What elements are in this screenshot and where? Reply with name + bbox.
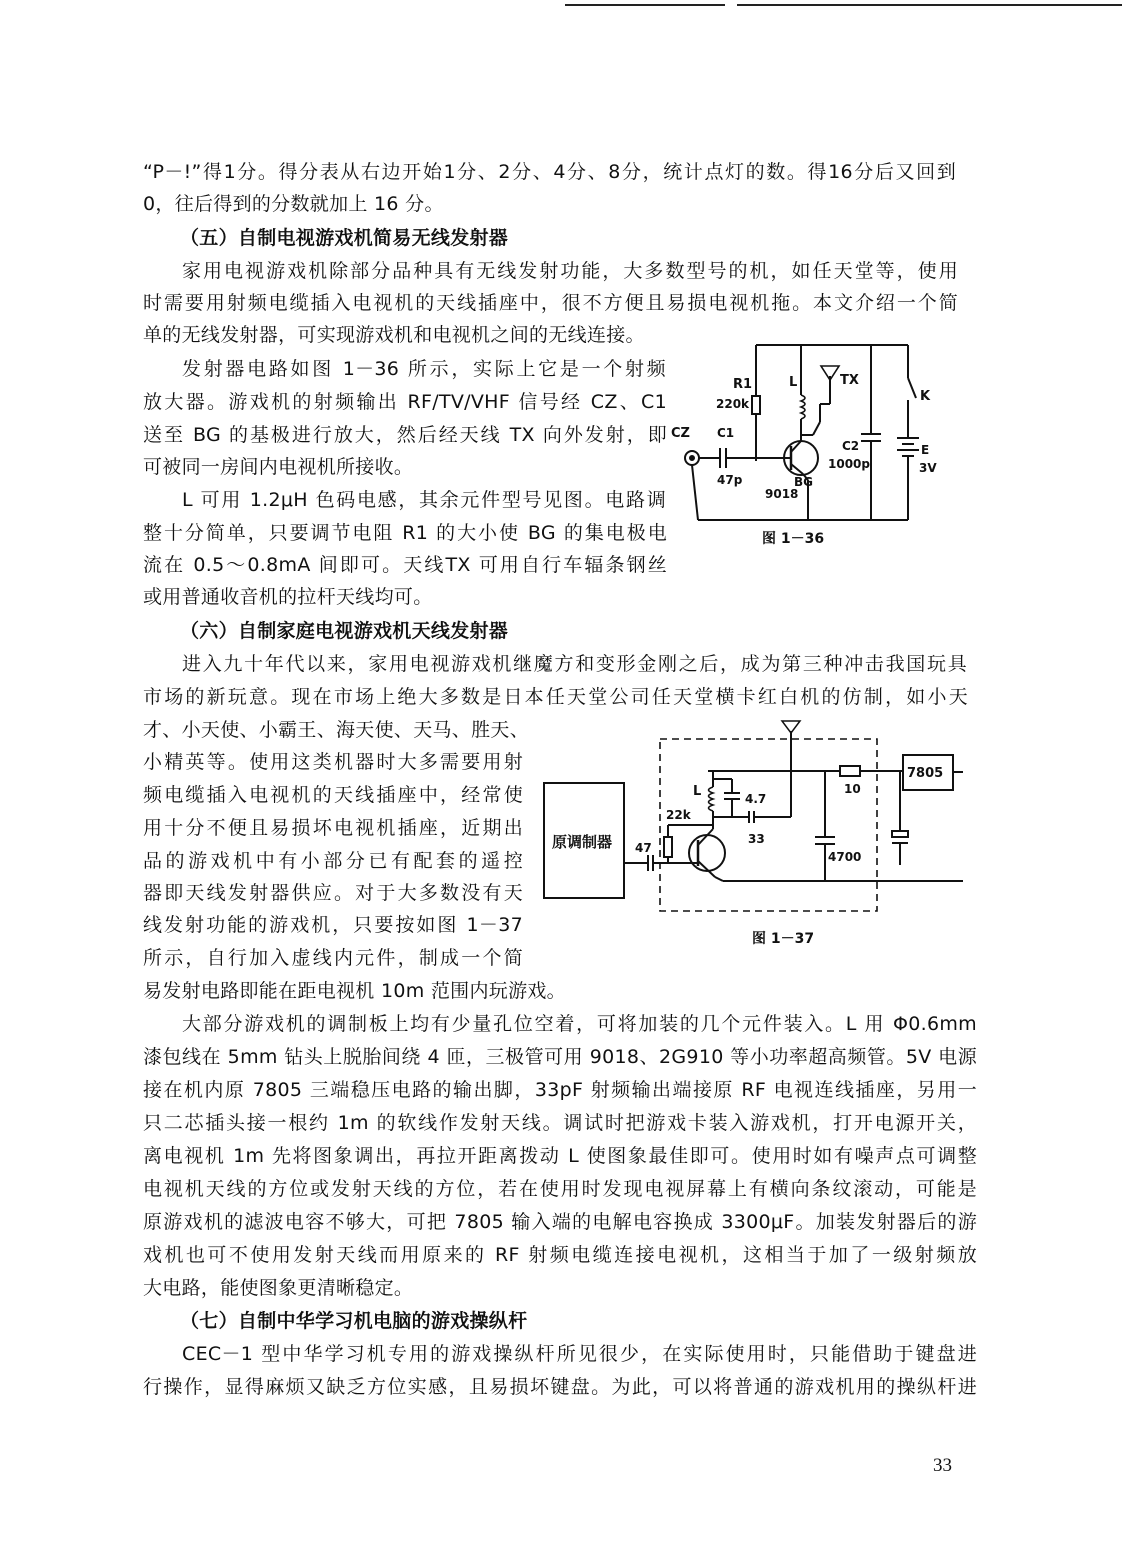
figure-1-37-caption: 图 1－37: [752, 931, 815, 947]
text-line: 时需要用射频电缆插入电视机的天线插座中，很不方便且易损电视机拖。本文介绍一个简: [143, 292, 958, 314]
text-line: 放大器。游戏机的射频输出 RF/TV/VHF 信号经 CZ、C1: [143, 391, 667, 413]
label-c4-7: 4.7: [745, 792, 767, 806]
text-line: 线发射功能的游戏机，只要按如图 1－37: [143, 914, 523, 936]
text-line: 小精英等。使用这类机器时大多需要用射: [143, 751, 523, 773]
label-c2: C2: [842, 439, 860, 453]
text-line: 行操作，显得麻烦又缺乏方位实感，且易损坏键盘。为此，可以将普通的游戏机用的操纵杆进: [143, 1376, 977, 1398]
label-c1-value: 47p: [717, 473, 743, 487]
section-heading: （七）自制中华学习机电脑的游戏操纵杆: [180, 1310, 528, 1332]
label-cz: CZ: [671, 426, 690, 441]
label-l: L: [693, 784, 702, 799]
label-bg: BG: [794, 475, 813, 489]
label-c1: C1: [717, 426, 735, 440]
page-number: 33: [933, 1455, 952, 1476]
text-line: 电视机天线的方位或发射天线的方位，若在使用时发现电视屏幕上有横向条纹滚动，可能是: [143, 1178, 977, 1200]
section-heading: （五）自制电视游戏机简易无线发射器: [180, 227, 509, 249]
label-r10: 10: [844, 782, 861, 796]
text-line: 0，往后得到的分数就加上 16 分。: [143, 193, 444, 215]
label-modulator: 原调制器: [552, 833, 613, 851]
text-line: 所示，自行加入虚线内元件，制成一个简: [143, 947, 523, 969]
text-line: “P－!”得1分。得分表从右边开始1分、2分、4分、8分，统计点灯的数。得16分后又回到: [143, 161, 956, 183]
text-line: 整十分简单，只要调节电阻 R1 的大小使 BG 的集电极电: [143, 522, 667, 544]
text-line: 离电视机 1m 先将图象调出，再拉开距离拨动 L 使图象最佳即可。使用时如有噪声点可调整: [143, 1145, 977, 1167]
label-c2-value: 1000p: [828, 457, 870, 471]
label-r1-value: 220k: [716, 397, 750, 411]
text-line: 原游戏机的滤波电容不够大，可把 7805 输入端的电解电容换成 3300μF。加装发射器后的游: [143, 1211, 977, 1233]
text-line: 流在 0.5～0.8mA 间即可。天线TX 可用自行车辐条钢丝: [143, 554, 667, 576]
text-line: L 可用 1.2μH 色码电感，其余元件型号见图。电路调: [182, 489, 666, 511]
label-7805: 7805: [907, 766, 944, 781]
label-c33: 33: [748, 832, 765, 846]
section-heading: （六）自制家庭电视游戏机天线发射器: [180, 620, 509, 642]
text-line: 频电缆插入电视机的天线插座中，经常使: [143, 784, 523, 806]
text-line: 品的游戏机中有小部分已有配套的遥控: [143, 850, 523, 872]
figure-1-36-circuit: [670, 340, 960, 525]
text-line: 用十分不便且易损坏电视机插座，近期出: [143, 817, 523, 839]
text-line: 或用普通收音机的拉杆天线均可。: [143, 586, 433, 608]
text-line: 单的无线发射器，可实现游戏机和电视机之间的无线连接。: [143, 324, 645, 346]
label-bg-value: 9018: [765, 487, 799, 501]
text-line: 送至 BG 的基极进行放大，然后经天线 TX 向外发射，即: [143, 424, 667, 446]
label-r1: R1: [733, 377, 753, 392]
text-line: 接在机内原 7805 三端稳压电路的输出脚，33pF 射频输出端接原 RF 电视连线插座，另用一: [143, 1079, 977, 1101]
label-c47: 47: [635, 841, 652, 855]
label-r22k: 22k: [666, 808, 691, 822]
text-line: 发射器电路如图 1－36 所示，实际上它是一个射频: [182, 358, 666, 380]
text-line: 家用电视游戏机除部分品种具有无线发射功能，大多数型号的机，如任天堂等，使用: [182, 260, 958, 282]
label-e-value: 3V: [919, 461, 937, 475]
text-line: 可被同一房间内电视机所接收。: [143, 456, 414, 478]
text-line: 大电路，能使图象更清晰稳定。: [143, 1277, 414, 1299]
figure-1-37-circuit: [535, 715, 965, 920]
text-line: 只二芯插头接一根约 1m 的软线作发射天线。调试时把游戏卡装入游戏机，打开电源开关，: [143, 1112, 977, 1134]
text-line: 市场的新玩意。现在市场上绝大多数是日本任天堂公司任天堂横卡红白机的仿制，如小天: [143, 686, 968, 708]
label-k: K: [920, 389, 931, 404]
label-e: E: [921, 443, 930, 457]
label-c4700: 4700: [828, 850, 862, 864]
figure-1-36-caption: 图 1－36: [762, 531, 825, 547]
text-line: 进入九十年代以来，家用电视游戏机继魔方和变形金刚之后，成为第三种冲击我国玩具: [182, 653, 967, 675]
text-line: 才、小天使、小霸王、海天使、天马、胜天、: [143, 719, 530, 741]
text-line: 漆包线在 5mm 钻头上脱胎间绕 4 匝，三极管可用 9018、2G910 等小功率超高频管。5V 电源: [143, 1046, 977, 1068]
text-line: 戏机也可不使用发射天线而用原来的 RF 射频电缆连接电视机，这相当于加了一级射频放: [143, 1244, 977, 1266]
text-line: CEC－1 型中华学习机专用的游戏操纵杆所见很少，在实际使用时，只能借助于键盘进: [182, 1343, 977, 1365]
text-line: 器即天线发射器供应。对于大多数没有天: [143, 882, 523, 904]
label-tx: TX: [840, 373, 859, 388]
label-l: L: [789, 375, 798, 390]
text-line: 大部分游戏机的调制板上均有少量孔位空着，可将加装的几个元件装入。L 用 Φ0.6mm: [182, 1013, 977, 1035]
text-line: 易发射电路即能在距电视机 10m 范围内玩游戏。: [143, 980, 566, 1002]
